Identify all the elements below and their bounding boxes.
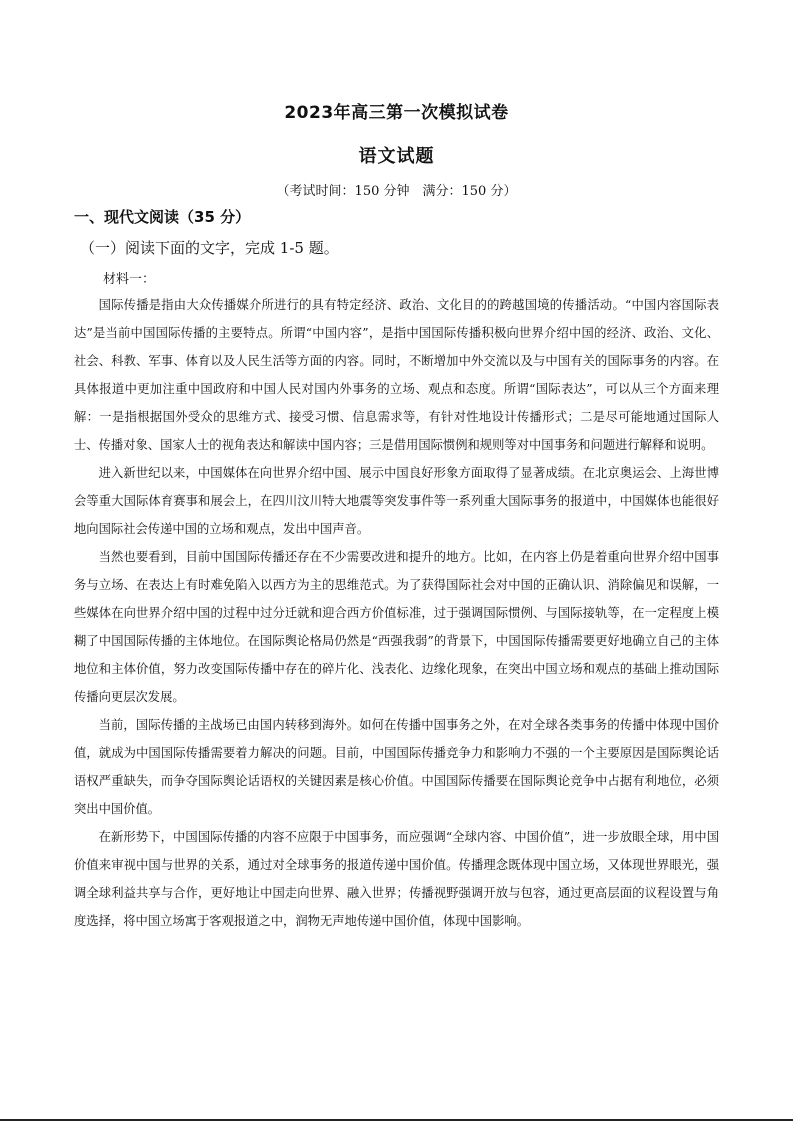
subject-title: 语文试题: [358, 146, 435, 167]
section-heading: 一、现代文阅读（35 分）: [74, 208, 251, 226]
passage-paragraph: 国际传播是指由大众传播媒介所进行的具有特定经济、政治、文化目的的跨越国境的传播活动。“中国内容国际表达”是当前中国国际传播的主要特点。所谓“中国内容”，是指中国国际传播积极向世界介绍中国的经济、政治、文化、社会、科教、军事、体育以及人民生活等方面的内容。同时，不断增加中外交流以及与中国有关的国际事务的内容。在具体报道中更加注重中国政府和中国人民对国内外事务的立场、观点和态度。所谓“国际表达”，可以从三个方面来理解：一是指根据国外受众的思维方式、接受习惯、信息需求等，有针对性地设计传播形式；二是尽可能地通过国际人士、传播对象、国家人士的视角表达和解读中国内容；三是借用国际惯例和规则等对中国事务和问题进行解释和说明。: [74, 298, 719, 452]
passage-paragraph: 当前，国际传播的主战场已由国内转移到海外。如何在传播中国事务之外，在对全球各类事务的传播中体现中国价值，就成为中国国际传播需要着力解决的问题。目前，中国国际传播竞争力和影响力不强的一个主要原因是国际舆论话语权严重缺失，而争夺国际舆论话语权的关键因素是核心价值。中国国际传播要在国际舆论竞争中占据有利地位，必须突出中国价值。: [74, 718, 719, 816]
page-bottom-divider: [0, 1119, 793, 1121]
material-label: 材料一：: [103, 272, 156, 287]
reading-passage: [74, 291, 719, 935]
passage-paragraph: 在新形势下，中国国际传播的内容不应限于中国事务，而应强调“全球内容、中国价值”，进一步放眼全球，用中国价值来审视中国与世界的关系，通过对全球事务的报道传递中国价值。传播理念既体现中国立场，又体现世界眼光，强调全球利益共享与合作，更好地让中国走向世界、融入世界；传播视野强调开放与包容，通过更高层面的议程设置与角度选择，将中国立场寓于客观报道之中，润物无声地传递中国价值，体现中国影响。: [74, 830, 719, 928]
exam-title: 2023年高三第一次模拟试卷: [284, 103, 509, 123]
part-heading: （一）阅读下面的文字，完成 1-5 题。: [80, 239, 339, 257]
exam-info: （考试时间：150 分钟 满分：150 分）: [276, 184, 517, 199]
passage-paragraph: 当然也要看到，目前中国国际传播还存在不少需要改进和提升的地方。比如，在内容上仍是着重向世界介绍中国事务与立场、在表达上有时难免陷入以西方为主的思维范式。为了获得国际社会对中国的正确认识、消除偏见和误解，一些媒体在向世界介绍中国的过程中过分迁就和迎合西方价值标准，过于强调国际惯例、与国际接轨等，在一定程度上模糊了中国国际传播的主体地位。在国际舆论格局仍然是“西强我弱”的背景下，中国国际传播需要更好地确立自己的主体地位和主体价值，努力改变国际传播中存在的碎片化、浅表化、边缘化现象，在突出中国立场和观点的基础上推动国际传播向更层次发展。: [74, 550, 719, 704]
passage-paragraph: 进入新世纪以来，中国媒体在向世界介绍中国、展示中国良好形象方面取得了显著成绩。在北京奥运会、上海世博会等重大国际体育赛事和展会上，在四川汶川特大地震等突发事件等一系列重大国际事务的报道中，中国媒体也能很好地向国际社会传递中国的立场和观点，发出中国声音。: [74, 466, 719, 536]
